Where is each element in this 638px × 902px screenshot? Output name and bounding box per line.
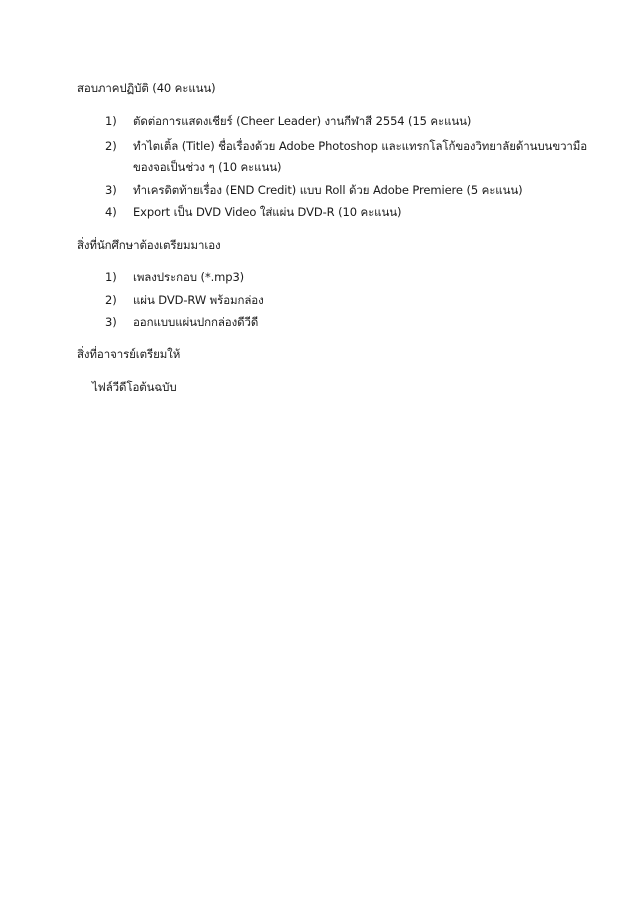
list-item-text: เพลงประกอบ (*.mp3) xyxy=(133,270,245,284)
list-item-number: 3) xyxy=(105,183,117,197)
list-item-number: 2) xyxy=(105,139,117,153)
list-item-number: 2) xyxy=(105,293,117,307)
section-heading-student-prepare: สิ่งที่นักศึกษาต้องเตรียมมาเอง xyxy=(77,238,221,252)
list-item-text: แผ่น DVD-RW พร้อมกล่อง xyxy=(133,293,264,307)
list-item-number: 1) xyxy=(105,114,117,128)
list-item-text: ออกแบบแผ่นปกกล่องดีวีดี xyxy=(133,315,259,329)
section-heading-practical-exam: สอบภาคปฏิบัติ (40 คะแนน) xyxy=(77,81,216,95)
list-item-text: ทำไตเติ้ล (Title) ชื่อเรื่องด้วย Adobe Photoshop และแทรกโลโก้ของวิทยาลัยด้านบนขวามือ xyxy=(133,139,588,153)
list-item-text: ไฟล์วีดีโอต้นฉบับ xyxy=(92,380,177,394)
list-item-text: ทำเครดิตท้ายเรื่อง (END Credit) แบบ Roll ด้วย Adobe Premiere (5 คะแนน) xyxy=(133,183,523,197)
list-item-text-continuation: ของจอเป็นช่วง ๆ (10 คะแนน) xyxy=(133,160,282,174)
list-item-text: ตัดต่อการแสดงเชียร์ (Cheer Leader) งานกีฬาสี 2554 (15 คะแนน) xyxy=(133,114,472,128)
list-item-number: 3) xyxy=(105,315,117,329)
list-item-number: 1) xyxy=(105,270,117,284)
list-item-text: Export เป็น DVD Video ใส่แผ่น DVD-R (10 คะแนน) xyxy=(133,205,402,219)
section-heading-teacher-prepare: สิ่งที่อาจารย์เตรียมให้ xyxy=(77,347,181,361)
list-item-number: 4) xyxy=(105,205,117,219)
